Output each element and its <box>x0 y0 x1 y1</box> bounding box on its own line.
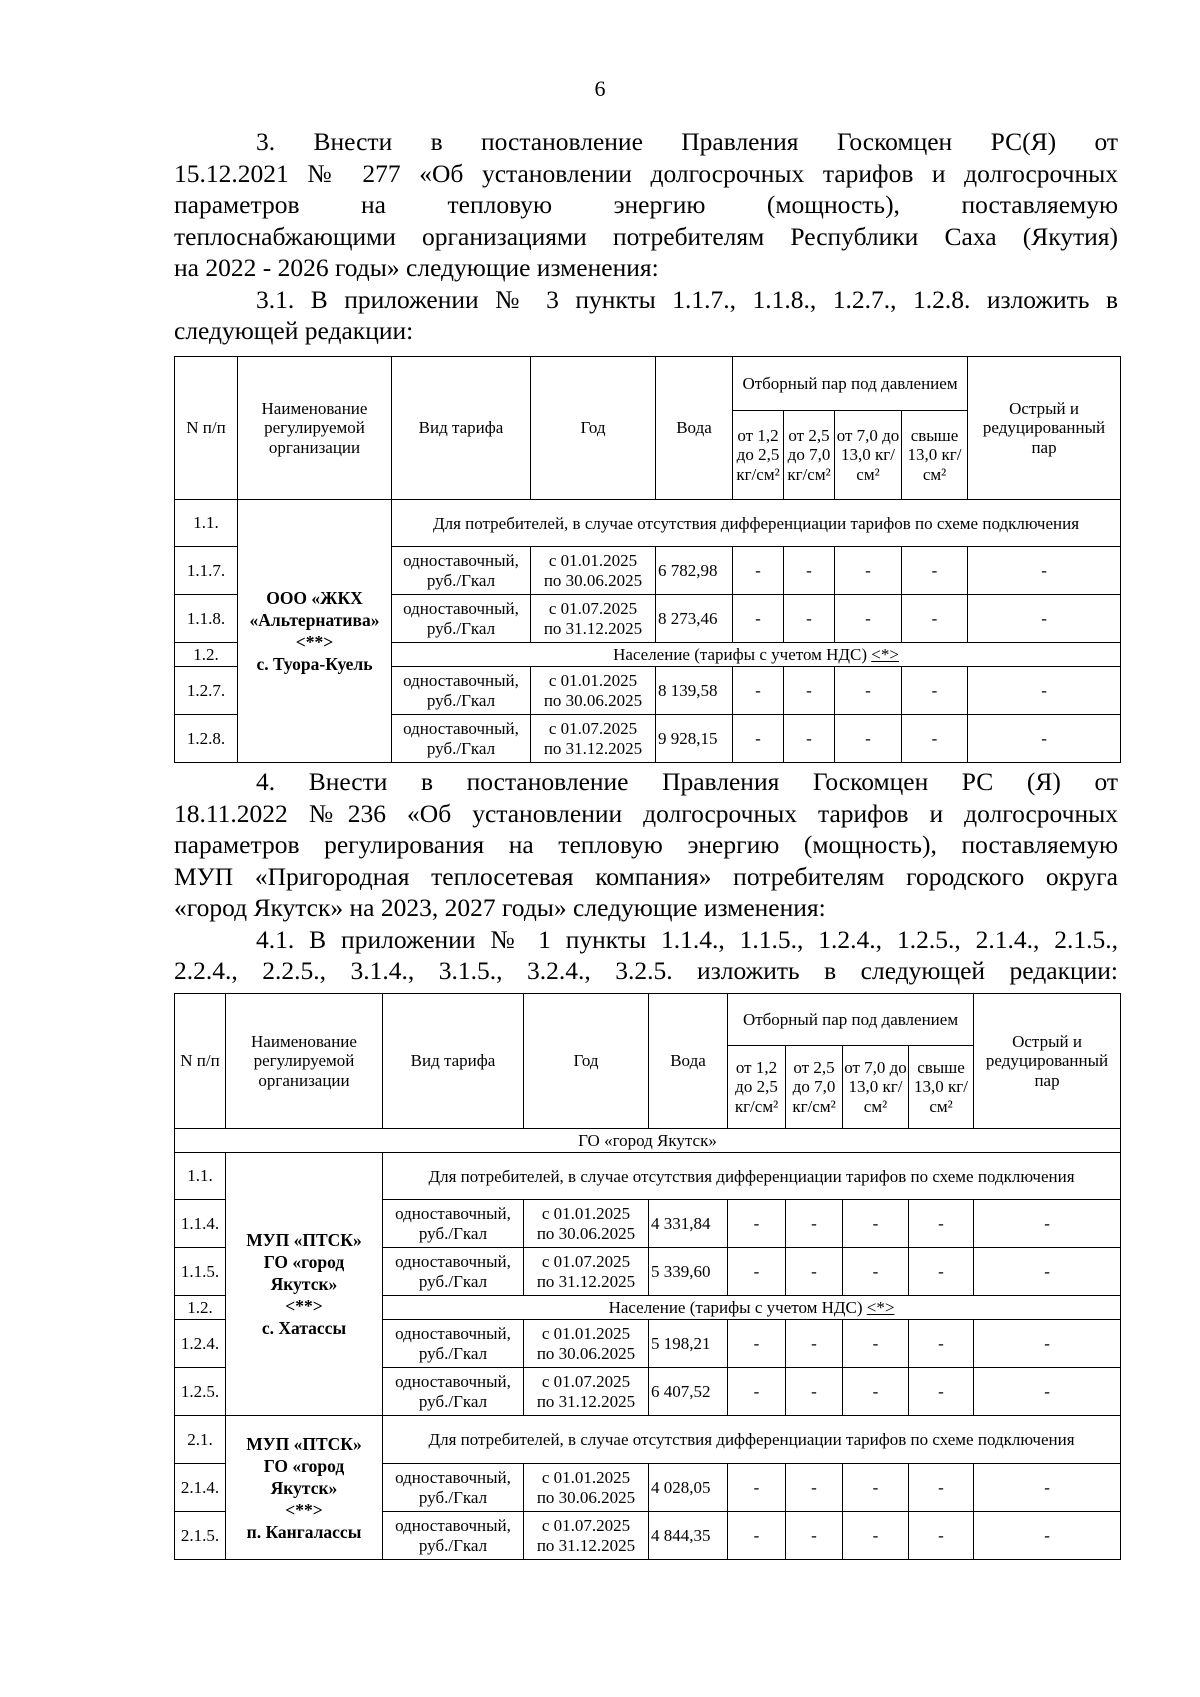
section-3-1-line-1: 3.1. В приложении № 3 пункты 1.1.7., 1.1.8., 1.2.7., 1.2.8. изложить в <box>256 284 1118 314</box>
steam-2-value: - <box>786 1512 843 1560</box>
header-n: N п/п <box>175 357 238 500</box>
header-steam-col-2: от 2,5 до 7,0 кг/см² <box>784 411 835 500</box>
water-value: 4 331,84 <box>649 1200 728 1248</box>
header-year: Год <box>524 994 649 1129</box>
period-cell <box>524 1200 649 1248</box>
period-start: с 01.01.2025 <box>548 551 638 570</box>
steam-4-value: - <box>909 1200 974 1248</box>
sharp-steam-value: - <box>974 1512 1121 1560</box>
header-steam-group: Отборный пар под давлением <box>733 357 968 411</box>
steam-2-value: - <box>784 595 835 643</box>
period-end: по 31.12.2025 <box>536 1271 636 1291</box>
steam-4-value: - <box>902 667 968 715</box>
steam-4-value: - <box>909 1512 974 1560</box>
row-number: 1.1. <box>175 500 238 547</box>
tariff-type-line: одноставочный, <box>395 1372 511 1391</box>
tariff-unit-line: руб./Гкал <box>418 1223 488 1243</box>
tariff-type-line: одноставочный, <box>395 1468 511 1487</box>
water-value: 4 028,05 <box>649 1464 728 1512</box>
org-line: ГО «город <box>263 1252 345 1272</box>
period-cell <box>524 1248 649 1296</box>
sharp-steam-value: - <box>968 547 1121 595</box>
tariff-unit-line: руб./Гкал <box>418 1343 488 1363</box>
section-3-line-1: 3. Внести в постановление Правления Госкомцен РС(Я) от <box>256 127 1118 156</box>
group-row-text: Для потребителей, в случае отсутствия дифференциации тарифов по схеме подключения <box>392 500 1121 547</box>
sharp-steam-value: - <box>974 1320 1121 1368</box>
sharp-steam-value: - <box>974 1368 1121 1416</box>
steam-2-value: - <box>786 1368 843 1416</box>
period-cell <box>531 667 656 715</box>
period-cell <box>531 715 656 763</box>
period-end: по 31.12.2025 <box>543 738 643 758</box>
water-value: 8 139,58 <box>656 667 733 715</box>
org-line: ООО «ЖКХ <box>266 588 363 608</box>
steam-3-value: - <box>843 1368 909 1416</box>
header-tariff-type: Вид тарифа <box>392 357 531 500</box>
header-steam-col-3: от 7,0 до 13,0 кг/см² <box>843 1046 909 1129</box>
section-4-line-1: 4. Внести в постановление Правления Госкомцен РС (Я) от <box>256 767 1118 796</box>
water-value: 4 844,35 <box>649 1512 728 1560</box>
tariff-type-line: одноставочный, <box>395 1324 511 1343</box>
sharp-steam-value: - <box>974 1200 1121 1248</box>
group-row-text: Для потребителей, в случае отсутствия дифференциации тарифов по схеме подключения <box>383 1416 1121 1464</box>
header-n: N п/п <box>175 994 226 1129</box>
group-row-text: Для потребителей, в случае отсутствия дифференциации тарифов по схеме подключения <box>383 1153 1121 1200</box>
org-line: Якутск» <box>270 1477 338 1498</box>
group-row-text <box>383 1296 1121 1320</box>
header-steam-col-1: от 1,2 до 2,5 кг/см² <box>728 1046 786 1129</box>
tariff-unit-line: руб./Гкал <box>418 1535 488 1555</box>
steam-4-value: - <box>902 547 968 595</box>
org-line: Якутск» <box>270 1274 338 1294</box>
footnote-ref[interactable]: <*> <box>866 1297 895 1317</box>
group-row-label: Население (тарифы с учетом НДС) <box>608 1297 863 1317</box>
org-line: «Альтернатива» <box>249 610 380 630</box>
section-4-line-4: МУП «Пригородная теплосетевая компания» потребителям городского округа <box>174 861 1118 891</box>
row-number: 1.2.7. <box>175 667 238 715</box>
period-end: по 30.06.2025 <box>536 1487 636 1507</box>
steam-4-value: - <box>902 715 968 763</box>
steam-3-value: - <box>835 595 902 643</box>
water-value: 8 273,46 <box>656 595 733 643</box>
header-sharp-steam: Острый и редуцированный пар <box>974 994 1121 1129</box>
steam-3-value: - <box>843 1464 909 1512</box>
water-value: 6 407,52 <box>649 1368 728 1416</box>
tariff-type-cell <box>383 1200 524 1248</box>
row-number: 1.2.4. <box>175 1320 226 1368</box>
org-name-cell <box>238 500 392 763</box>
group-row-label: Население (тарифы с учетом НДС) <box>613 644 867 664</box>
tariff-type-cell <box>383 1320 524 1368</box>
water-value: 5 198,21 <box>649 1320 728 1368</box>
row-number: 2.1.4. <box>175 1464 226 1512</box>
tariff-type-line: одноставочный, <box>403 599 519 618</box>
section-3-text <box>174 126 1118 347</box>
section-4-line-2: 18.11.2022 №236 «Об установлении долгосрочных тарифов и долгосрочных <box>174 798 1118 828</box>
section-4-1-line-2: 2.2.4., 2.2.5., 3.1.4., 3.1.5., 3.2.4., 3.2.5. изложить в следующей редакции: <box>174 956 1118 985</box>
row-number: 1.2. <box>175 1296 226 1320</box>
steam-2-value: - <box>784 667 835 715</box>
group-row-text <box>392 643 1121 667</box>
period-start: с 01.07.2025 <box>541 1252 631 1271</box>
steam-4-value: - <box>909 1248 974 1296</box>
steam-2-value: - <box>784 547 835 595</box>
section-3-1-line-2: следующей редакции: <box>174 316 414 345</box>
tariff-unit-line: руб./Гкал <box>418 1487 488 1507</box>
section-4-1-line-1: 4.1. В приложении № 1 пункты 1.1.4., 1.1.5., 1.2.4., 1.2.5., 2.1.4., 2.1.5., <box>256 924 1118 954</box>
steam-1-value: - <box>733 595 784 643</box>
steam-3-value: - <box>835 547 902 595</box>
steam-2-value: - <box>784 715 835 763</box>
steam-1-value: - <box>728 1368 786 1416</box>
period-end: по 31.12.2025 <box>543 618 643 638</box>
steam-1-value: - <box>728 1464 786 1512</box>
steam-1-value: - <box>733 547 784 595</box>
tariff-type-cell <box>383 1248 524 1296</box>
period-start: с 01.07.2025 <box>548 719 638 738</box>
steam-2-value: - <box>786 1248 843 1296</box>
steam-3-value: - <box>843 1512 909 1560</box>
steam-3-value: - <box>843 1248 909 1296</box>
org-name-cell <box>226 1153 383 1416</box>
tariff-type-cell <box>392 715 531 763</box>
steam-1-value: - <box>733 715 784 763</box>
tariff-type-cell <box>383 1368 524 1416</box>
steam-2-value: - <box>786 1320 843 1368</box>
period-end: по 31.12.2025 <box>536 1391 636 1411</box>
period-start: с 01.01.2025 <box>541 1468 631 1487</box>
water-value: 6 782,98 <box>656 547 733 595</box>
header-sharp-steam: Острый и редуцированный пар <box>968 357 1121 500</box>
tariff-type-line: одноставочный, <box>403 719 519 738</box>
row-number: 1.1.5. <box>175 1248 226 1296</box>
tariff-unit-line: руб./Гкал <box>426 570 496 590</box>
tariff-unit-line: руб./Гкал <box>426 618 496 638</box>
section-3-line-3: параметров на тепловую энергию (мощность), поставляемую <box>174 190 1118 219</box>
org-name-cell <box>226 1416 383 1560</box>
tariff-unit-line: руб./Гкал <box>426 690 496 710</box>
section-4-text <box>174 766 1118 987</box>
period-start: с 01.01.2025 <box>541 1324 631 1343</box>
org-line: п. Кангалассы <box>246 1521 362 1542</box>
sharp-steam-value: - <box>968 715 1121 763</box>
section-3-line-2: 15.12.2021 № 277 «Об установлении долгосрочных тарифов и долгосрочных <box>174 158 1118 188</box>
header-steam-group: Отборный пар под давлением <box>728 994 974 1046</box>
period-start: с 01.07.2025 <box>541 1516 631 1535</box>
header-steam-col-2: от 2,5 до 7,0 кг/см² <box>786 1046 843 1129</box>
header-steam-col-4: свыше 13,0 кг/см² <box>909 1046 974 1129</box>
steam-1-value: - <box>728 1512 786 1560</box>
header-tariff-type: Вид тарифа <box>383 994 524 1129</box>
steam-4-value: - <box>909 1320 974 1368</box>
tariff-type-line: одноставочный, <box>403 671 519 690</box>
tariff-table-2 <box>174 993 1121 1560</box>
row-number: 1.1. <box>175 1153 226 1200</box>
steam-4-value: - <box>909 1368 974 1416</box>
section-4-line-3: параметров регулирования на тепловую энергию (мощность), поставляемую <box>174 830 1118 859</box>
period-cell <box>524 1368 649 1416</box>
tariff-table-1 <box>174 356 1121 763</box>
header-year: Год <box>531 357 656 500</box>
org-line: с. Туора-Куель <box>256 654 373 674</box>
row-number: 1.1.4. <box>175 1200 226 1248</box>
org-line: МУП «ПТСК» <box>246 1433 362 1454</box>
period-cell <box>531 595 656 643</box>
org-line: <**> <box>295 632 334 652</box>
row-number: 2.1.5. <box>175 1512 226 1560</box>
period-start: с 01.07.2025 <box>548 599 638 618</box>
section-3-line-5: на 2022 - 2026 годы» следующие изменения: <box>174 253 659 282</box>
tariff-type-line: одноставочный, <box>395 1204 511 1223</box>
steam-4-value: - <box>902 595 968 643</box>
row-number: 1.1.7. <box>175 547 238 595</box>
tariff-type-line: одноставочный, <box>403 551 519 570</box>
period-end: по 30.06.2025 <box>536 1223 636 1243</box>
period-end: по 30.06.2025 <box>536 1343 636 1363</box>
period-start: с 01.01.2025 <box>541 1204 631 1223</box>
sharp-steam-value: - <box>974 1248 1121 1296</box>
header-water: Вода <box>649 994 728 1129</box>
header-water: Вода <box>656 357 733 500</box>
steam-1-value: - <box>728 1248 786 1296</box>
steam-3-value: - <box>843 1200 909 1248</box>
sharp-steam-value: - <box>968 667 1121 715</box>
row-number: 1.2. <box>175 643 238 667</box>
row-number: 1.2.5. <box>175 1368 226 1416</box>
header-steam-col-3: от 7,0 до 13,0 кг/см² <box>835 411 902 500</box>
tariff-unit-line: руб./Гкал <box>418 1271 488 1291</box>
period-end: по 31.12.2025 <box>536 1535 636 1555</box>
sharp-steam-value: - <box>968 595 1121 643</box>
period-cell <box>524 1320 649 1368</box>
steam-2-value: - <box>786 1200 843 1248</box>
steam-1-value: - <box>728 1320 786 1368</box>
org-line: ГО «город <box>263 1455 345 1476</box>
org-line: с. Хатассы <box>261 1318 347 1338</box>
steam-1-value: - <box>733 667 784 715</box>
tariff-unit-line: руб./Гкал <box>418 1391 488 1411</box>
tariff-type-line: одноставочный, <box>395 1252 511 1271</box>
region-row: ГО «город Якутск» <box>175 1129 1121 1153</box>
tariff-type-cell <box>383 1512 524 1560</box>
row-number: 2.1. <box>175 1416 226 1464</box>
tariff-type-line: одноставочный, <box>395 1516 511 1535</box>
header-steam-col-1: от 1,2 до 2,5 кг/см² <box>733 411 784 500</box>
period-end: по 30.06.2025 <box>543 690 643 710</box>
header-org: Наименование регулируемой организации <box>226 994 383 1129</box>
water-value: 5 339,60 <box>649 1248 728 1296</box>
tariff-type-cell <box>392 547 531 595</box>
period-cell <box>524 1512 649 1560</box>
steam-3-value: - <box>835 667 902 715</box>
header-org: Наименование регулируемой организации <box>238 357 392 500</box>
org-line: <**> <box>285 1296 323 1316</box>
footnote-ref[interactable]: <*> <box>871 644 899 664</box>
water-value: 9 928,15 <box>656 715 733 763</box>
sharp-steam-value: - <box>974 1464 1121 1512</box>
page-number: 6 <box>594 76 606 101</box>
tariff-type-cell <box>392 667 531 715</box>
steam-3-value: - <box>835 715 902 763</box>
tariff-type-cell <box>392 595 531 643</box>
tariff-type-cell <box>383 1464 524 1512</box>
steam-2-value: - <box>786 1464 843 1512</box>
org-line: МУП «ПТСК» <box>246 1230 362 1250</box>
org-line: <**> <box>285 1499 323 1520</box>
steam-3-value: - <box>843 1320 909 1368</box>
row-number: 1.1.8. <box>175 595 238 643</box>
period-cell <box>524 1464 649 1512</box>
period-start: с 01.01.2025 <box>548 671 638 690</box>
steam-1-value: - <box>728 1200 786 1248</box>
section-3-line-4: теплоснабжающими организациями потребителям Республики Саха (Якутия) <box>174 221 1118 251</box>
period-cell <box>531 547 656 595</box>
section-4-line-5: «город Якутск» на 2023, 2027 годы» следующие изменения: <box>174 893 826 922</box>
header-steam-col-4: свыше 13,0 кг/см² <box>902 411 968 500</box>
tariff-unit-line: руб./Гкал <box>426 738 496 758</box>
period-end: по 30.06.2025 <box>543 570 643 590</box>
steam-4-value: - <box>909 1464 974 1512</box>
row-number: 1.2.8. <box>175 715 238 763</box>
period-start: с 01.07.2025 <box>541 1372 631 1391</box>
